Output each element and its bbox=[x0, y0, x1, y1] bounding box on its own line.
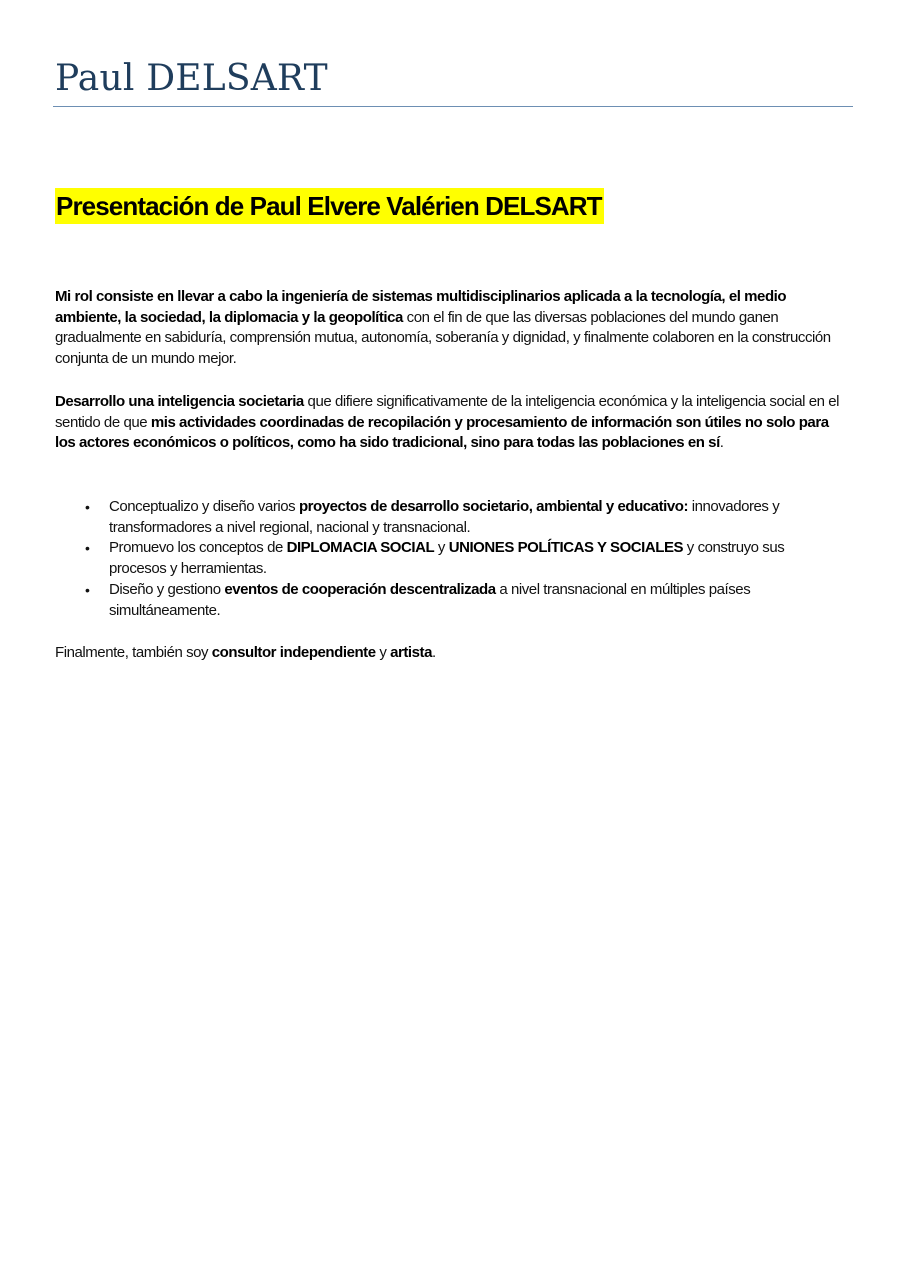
bullet-icon: • bbox=[85, 499, 90, 515]
paragraph-closing bbox=[55, 643, 845, 664]
list-item-text: Diseño y gestiono bbox=[109, 580, 225, 598]
list-item-text: y bbox=[434, 539, 449, 557]
paragraph-role bbox=[55, 287, 845, 370]
list-item-text: a nivel transnacional en múltiples países simultáneamente. bbox=[109, 580, 751, 619]
paragraph-intelligence bbox=[55, 392, 845, 454]
list-item-text: y construyo sus procesos y herramientas. bbox=[109, 539, 785, 578]
closing-bold-consultant: consultor independiente bbox=[211, 644, 376, 661]
list-item-text: Promuevo los conceptos de bbox=[109, 539, 287, 557]
list-item-text: Conceptualizo y diseño varios bbox=[109, 498, 299, 515]
paragraph-intelligence-text: que difiere significativamente de la inteligencia económica y la inteligencia social en el sentido de que bbox=[55, 393, 840, 431]
paragraph-intelligence-bold-tail: mis actividades coordinadas de recopilación y procesamiento de información son útiles no solo para los actores económicos o políticos, como ha sido tradicional, sino para todas las poblaciones en sí bbox=[55, 413, 829, 452]
list-item-bold: eventos de cooperación descentralizada bbox=[224, 580, 496, 598]
list-item-text: innovadores y transformadores a nivel regional, nacional y transnacional. bbox=[109, 498, 780, 536]
paragraph-role-bold: Mi rol consiste en llevar a cabo la ingeniería de sistemas multidisciplinarios aplicada a la tecnología, el medio ambiente, la sociedad, la diplomacia y la geopolítica bbox=[55, 288, 787, 326]
closing-end: . bbox=[431, 644, 436, 661]
highlighted-headline: Presentación de Paul Elvere Valérien DELSART bbox=[55, 188, 604, 224]
bullet-icon: • bbox=[85, 540, 90, 557]
list-item bbox=[55, 497, 845, 538]
closing-text: Finalmente, también soy bbox=[55, 644, 212, 661]
document-title: Paul DELSART bbox=[55, 58, 328, 99]
paragraph-intelligence-bold-lead: Desarrollo una inteligencia societaria bbox=[55, 393, 304, 410]
list-item bbox=[55, 580, 845, 621]
closing-text: y bbox=[375, 644, 391, 661]
title-underline bbox=[53, 106, 853, 107]
paragraph-role-text: con el fin de que las diversas poblaciones del mundo ganen gradualmente en sabiduría, comprensión mutua, autonomía, soberanía y dignidad, y finalmente colaboren en la construcción conjunta de un mundo mejor. bbox=[55, 308, 831, 368]
list-item-bold: proyectos de desarrollo societario, ambiental y educativo: bbox=[298, 498, 688, 515]
list-item bbox=[55, 538, 845, 579]
activities-list bbox=[55, 497, 845, 621]
list-item-bold: UNIONES POLÍTICAS Y SOCIALES bbox=[448, 539, 684, 557]
list-item-bold: DIPLOMACIA SOCIAL bbox=[286, 539, 435, 557]
paragraph-intelligence-end: . bbox=[719, 434, 724, 452]
closing-bold-artist: artista bbox=[390, 644, 432, 661]
bullet-icon: • bbox=[85, 581, 90, 598]
